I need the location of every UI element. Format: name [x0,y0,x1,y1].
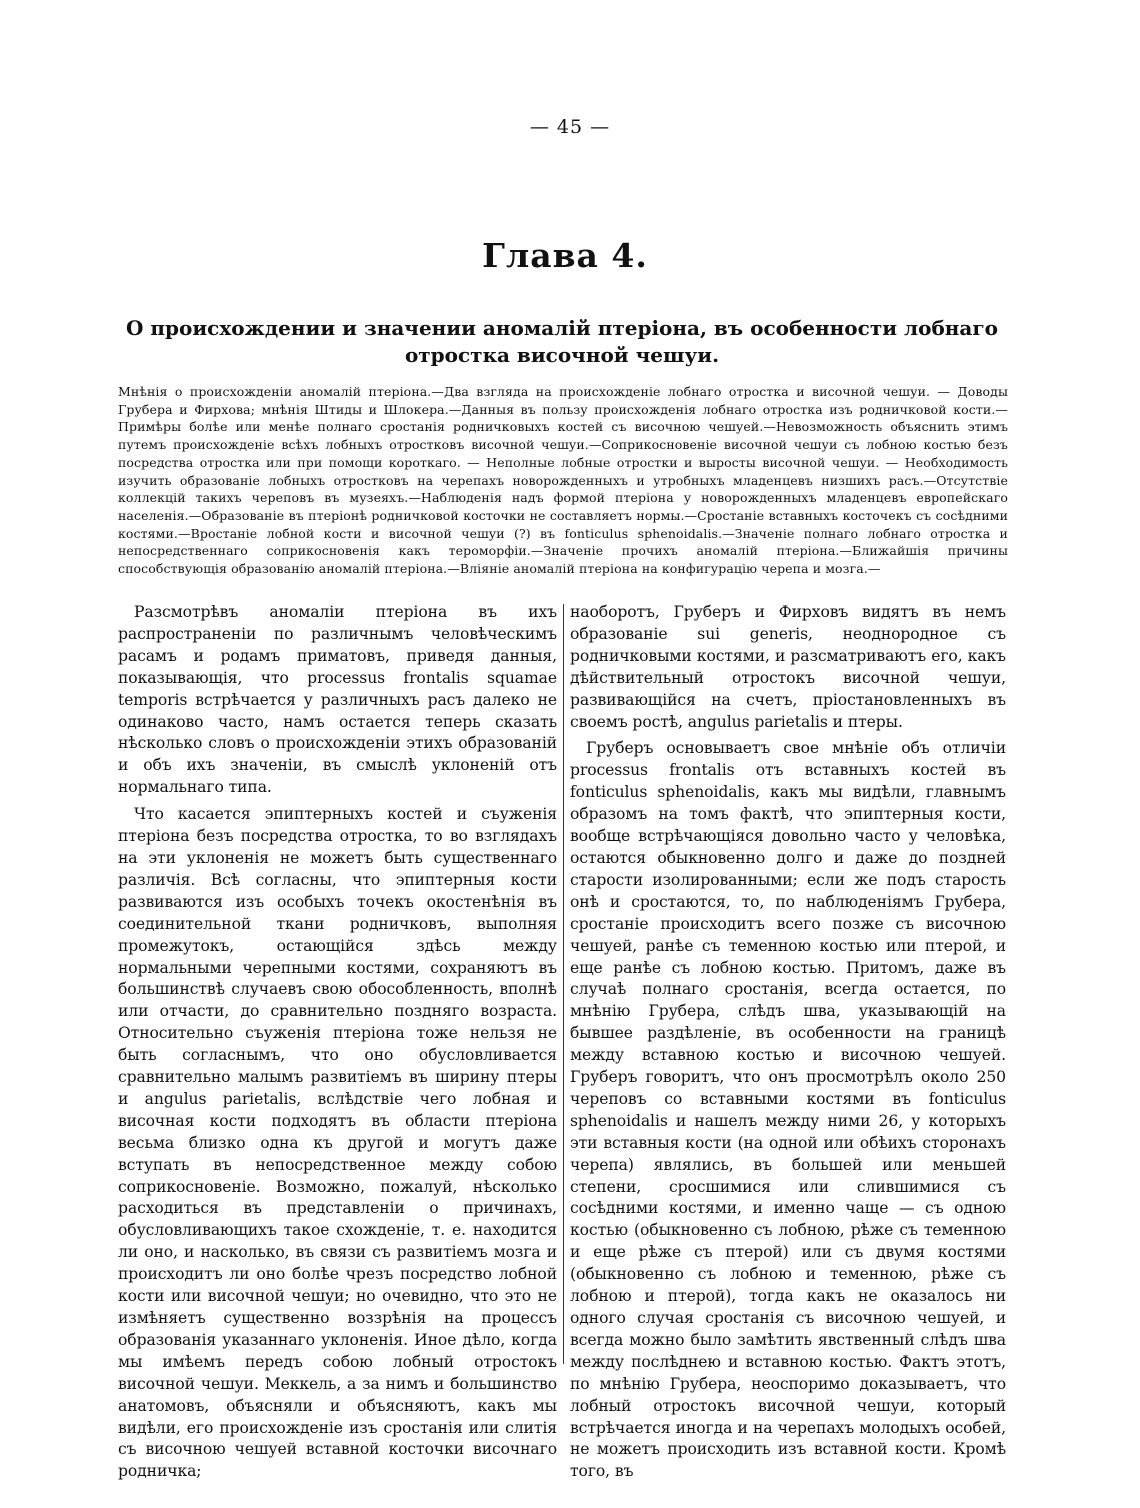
paragraph: наоборотъ, Груберъ и Фирховъ видятъ въ немъ образованіе sui generis, неоднородное съ родничковыми костями, и разсматриваютъ его, какъ дѣйствительный отростокъ височной чешуи, развивающійся на счетъ, пріостановленныхъ въ своемъ ростѣ, angulus parietalis и птеры. [570,603,1006,731]
right-column [570,602,1006,1488]
paragraph: Разсмотрѣвъ аномаліи птеріона въ ихъ распространеніи по различнымъ человѣческимъ расамъ и родамъ приматовъ, приведя данныя, показывающія, что processus frontalis squamae temporis встрѣчается у различныхъ расъ далеко не одинаково часто, намъ остается теперь сказать нѣсколько словъ о происхожденіи этихъ образованій и объ ихъ значеніи, въ смыслѣ уклоненій отъ нормальнаго типа. [118,603,557,797]
chapter-title: Глава 4. [482,236,648,275]
paragraph: Что касается эпиптерныхъ костей и съуженія птеріона безъ посредства отростка, то во взглядахъ на эти уклоненія не можетъ быть существеннаго различія. Всѣ согласны, что эпиптерныя кости развиваются изъ особыхъ точекъ окостенѣнія въ соединительной ткани родничковъ, выполняя промежутокъ, остающійся здѣсь между нормальными черепными костями, сохраняютъ въ большинствѣ случаевъ свою обособленность, вполнѣ или отчасти, до сравнительно поздняго возраста. Относительно съуженія птеріона тоже нельзя не быть согласнымъ, что оно обусловливается сравнительно малымъ развитіемъ въ ширину птеры и angulus parietalis, вслѣдствіе чего лобная и височная кости подходятъ въ области птеріона весьма близко одна къ другой и могутъ даже вступать въ непосредственное между собою соприкосновеніе. Возможно, пожалуй, нѣсколько расходиться въ представленіи о причинахъ, обусловливающихъ такое схожденіе, т. е. находится ли оно, и насколько, въ связи съ развитіемъ мозга и происходитъ ли оно болѣе чрезъ посредство лобной кости или височной чешуи; но очевидно, что это не измѣняетъ существенно воззрѣнія на процессъ образованія указаннаго уклоненія. Иное дѣло, когда мы имѣемъ передъ собою лобный отростокъ височной чешуи. Меккель, а за нимъ и большинство анатомовъ, объясняли и объясняютъ, какъ мы видѣли, его происхожденіе изъ сростанія или слитія съ височною чешуей вставной косточки височнаго родничка; [118,805,557,1481]
left-column [118,602,557,1488]
paragraph: Груберъ основываетъ свое мнѣніе объ отличіи processus frontalis отъ вставныхъ костей въ fonticulus sphenoidalis, какъ мы видѣли, главнымъ образомъ на томъ фактѣ, что эпиптерныя кости, вообще встрѣчающіяся довольно часто у человѣка, остаются обыкновенно долго и даже до поздней старости изолированными; если же подъ старость онѣ и сростаются, то, по наблюденіямъ Грубера, сростаніе происходитъ всего позже съ височною чешуей, ранѣе съ теменною костью или птерой, и еще ранѣе съ лобною костью. Притомъ, даже въ случаѣ полнаго сростанія, всегда остается, по мнѣнію Грубера, слѣдъ шва, указывающій на бывшее раздѣленіе, въ особенности на границѣ между вставною костью и височною чешуей. Груберъ говоритъ, что онъ просмотрѣлъ около 250 череповъ со вставными костями въ fonticulus sphenoidalis и нашелъ между ними 26, у которыхъ эти вставныя кости (на одной или обѣихъ сторонахъ черепа) являлись, въ большей или меньшей степени, сросшимися или слившимися съ сосѣдними костями, и именно чаще — съ одною костью (обыкновенно съ лобною, рѣже съ теменною и еще рѣже съ птерой) или съ двумя костями (обыкновенно съ лобною и теменною, рѣже съ лобною и птерой), тогда какъ не оказалось ни одного случая сростанія съ височною чешуей, и всегда можно было замѣтить явственный слѣдъ шва между послѣднею и вставною костью. Фактъ этотъ, по мнѣнію Грубера, неоспоримо доказываетъ, что лобный отростокъ височной чешуи, который встрѣчается иногда и на черепахъ молодыхъ особей, не можетъ происходить изъ вставной кости. Кромѣ того, въ [570,739,1006,1481]
page-number: — 45 — [529,116,611,138]
chapter-abstract: Мнѣнія о происхожденіи аномалій птеріона.—Два взгляда на происхожденіе лобнаго отростка и височной чешуи. — Доводы Грубера и Фирхова; мнѣнія Штиды и Шлокера.—Данныя въ пользу происхожденія лобнаго отростка изъ родничковой кости.—Примѣры болѣе или менѣе полнаго сростанія родничковыхъ костей съ височною чешуей.—Невозможность объяснить этимъ путемъ происхожденіе всѣхъ лобныхъ отростковъ височной чешуи.—Соприкосновеніе височной чешуи съ лобною костью безъ посредства отростка или при помощи короткаго. — Неполные лобные отростки и выросты височной чешуи. — Необходимость изучить образованіе лобныхъ отростковъ на черепахъ новорожденныхъ и утробныхъ младенцевъ низшихъ расъ.—Отсутствіе коллекцій такихъ череповъ въ музеяхъ.—Наблюденія надъ формой птеріона у новорожденныхъ младенцевъ европейскаго населенія.—Образованіе въ птеріонѣ родничковой косточки не составляетъ нормы.—Сростаніе вставныхъ косточекъ съ сосѣдними костями.—Вростаніе лобной кости и височной чешуи (?) въ fonticulus sphenoidalis.—Значеніе полнаго лобнаго отростка и непосредственнаго соприкосновенія какъ тероморфіи.—Значеніе прочихъ аномалій птеріона.—Ближайшія причины способствующія образованію аномалій птеріона.—Вліяніе аномалій птеріона на конфигурацію черепа и мозга.— [118,384,1008,577]
chapter-subtitle: О происхождении и значении аномалій птеріона, въ особенности лобнаго отростка височной чешуи. [126,316,998,367]
column-divider [563,604,564,1364]
